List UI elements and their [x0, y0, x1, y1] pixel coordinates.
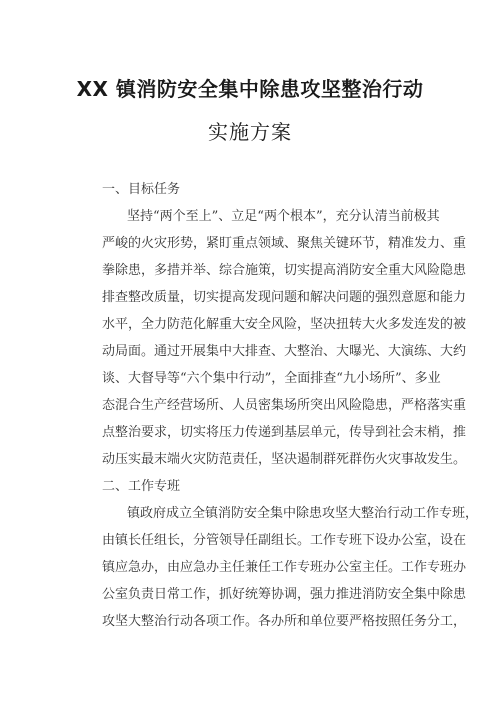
- paragraph-line: 攻坚大整治行动各项工作。各办所和单位要严格按照任务分工，: [102, 614, 467, 629]
- paragraph-line: 拳除患，多措并举、综合施策，切实提高消防安全重大风险隐患: [102, 263, 467, 278]
- paragraph-line: 点整治要求，切实将压力传递到基层单元，传导到社会末梢，推: [102, 425, 467, 440]
- section-heading-goals: 一、目标任务: [102, 182, 181, 197]
- paragraph-line: 排查整改质量，切实提高发现问题和解决问题的强烈意愿和能力: [102, 290, 467, 305]
- paragraph-line: 谈、大督导等“六个集中行动”，全面排查“九小场所”、多业: [102, 371, 441, 386]
- section-heading-task-force: 二、工作专班: [102, 479, 181, 494]
- paragraph-line: 动局面。通过开展集中大排查、大整治、大曝光、大演练、大约: [102, 344, 467, 359]
- paragraph-line: 镇应急办，由应急办主任兼任工作专班办公室主任。工作专班办: [102, 560, 467, 575]
- paragraph-line: 镇政府成立全镇消防安全集中除患攻坚大整治行动工作专班，: [127, 506, 479, 521]
- paragraph-line: 严峻的火灾形势，紧盯重点领域、聚焦关键环节，精准发力、重: [102, 236, 467, 251]
- paragraph-line: 由镇长任组长，分管领导任副组长。工作专班下设办公室，设在: [102, 533, 467, 548]
- paragraph-line: 坚持“两个至上”、立足“两个根本”，充分认清当前极其: [127, 209, 440, 224]
- paragraph-line: 公室负责日常工作，抓好统筹协调，强力推进消防安全集中除患: [102, 587, 467, 602]
- document-title-line2: 实施方案: [208, 120, 292, 144]
- paragraph-line: 动压实最末端火灾防范责任，坚决遏制群死群伤火灾事故发生。: [102, 452, 467, 467]
- paragraph-line: 态混合生产经营场所、人员密集场所突出风险隐患，严格落实重: [102, 398, 467, 413]
- document-title-line1: XX 镇消防安全集中除患攻坚整治行动: [76, 77, 424, 101]
- paragraph-line: 水平，全力防范化解重大安全风险，坚决扭转大火多发连发的被: [102, 317, 467, 332]
